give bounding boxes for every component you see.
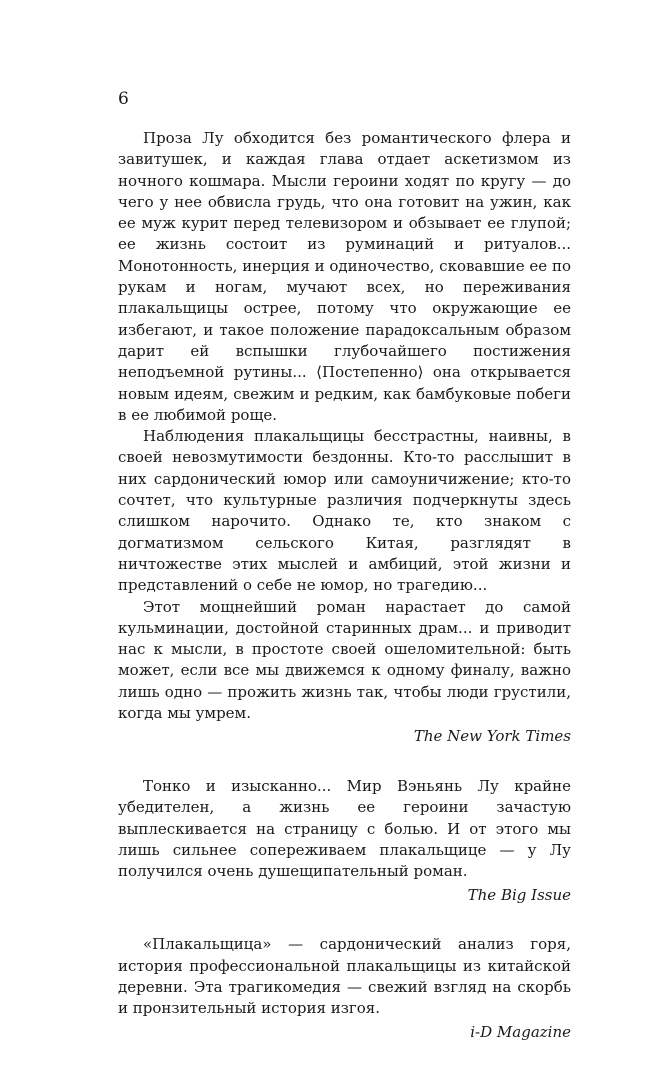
page-number: 6	[118, 89, 129, 109]
review-source: The New York Times	[413, 727, 571, 746]
review-source: The Big Issue	[467, 885, 571, 904]
review-source: i-D Magazine	[470, 1022, 571, 1041]
review-paragraph: Проза Лу обходится без романтического флера и завитушек, и каждая глава отдает аскетизмом из ночного кошмара. Мысли героини ходят по кругу — до чего у нее обвисла грудь, что она готовит на ужин, как ее муж курит перед телевизором и обзывает ее глупой; ее жизнь состоит из руминаций и ритуалов... Монотонность, инерция и одиночество, сковавшие ее по рукам и ногам, мучают всех, но переживания плакальщицы острее, потому что окружающие ее избегают, и такое положение парадоксальным образом дарит ей вспышки глубочайшего постижения неподъемной рутины... ⟨Постепенно⟩ она открывается новым идеям, свежим и редким, как бамбуковые побеги в ее любимой роще.	[118, 129, 571, 424]
review-big-issue	[118, 776, 571, 906]
review-nyt	[118, 128, 571, 748]
review-paragraph: Этот мощнейший роман нарастает до самой кульминации, достойной старинных драм... и приводит нас к мысли, в простоте своей ошеломительной: быть может, если все мы движемся к одному финалу, важно лишь одно — прожить жизнь так, чтобы люди грустили, когда мы умрем.	[118, 597, 571, 723]
reviews-section	[118, 128, 571, 1071]
review-paragraph: Наблюдения плакальщицы бесстрастны, наивны, в своей невозмутимости бездонны. Кто-то расслышит в них сардонический юмор или самоуничижение; кто-то сочтет, что культурные различия подчеркнуты здесь слишком нарочито. Однако те, кто знаком с догматизмом сельского Китая, разглядят в ничтожестве этих мыслей и амбиций, этой жизни и представлений о себе не юмор, но трагедию...	[118, 427, 571, 595]
review-paragraph: Тонко и изысканно... Мир Вэньянь Лу крайне убедителен, а жизнь ее героини зачастую выплескивается на страницу с болью. И от этого мы лишь сильнее сопереживаем плакальщице — у Лу получился очень душещипательный роман.	[118, 776, 571, 881]
review-paragraph: «Плакальщица» — сардонический анализ горя, история профессиональной плакальщицы из китайской деревни. Эта трагикомедия — свежий взгляд на скорбь и пронзительный история изгоя.	[118, 935, 571, 1018]
review-id-magazine	[118, 934, 571, 1043]
